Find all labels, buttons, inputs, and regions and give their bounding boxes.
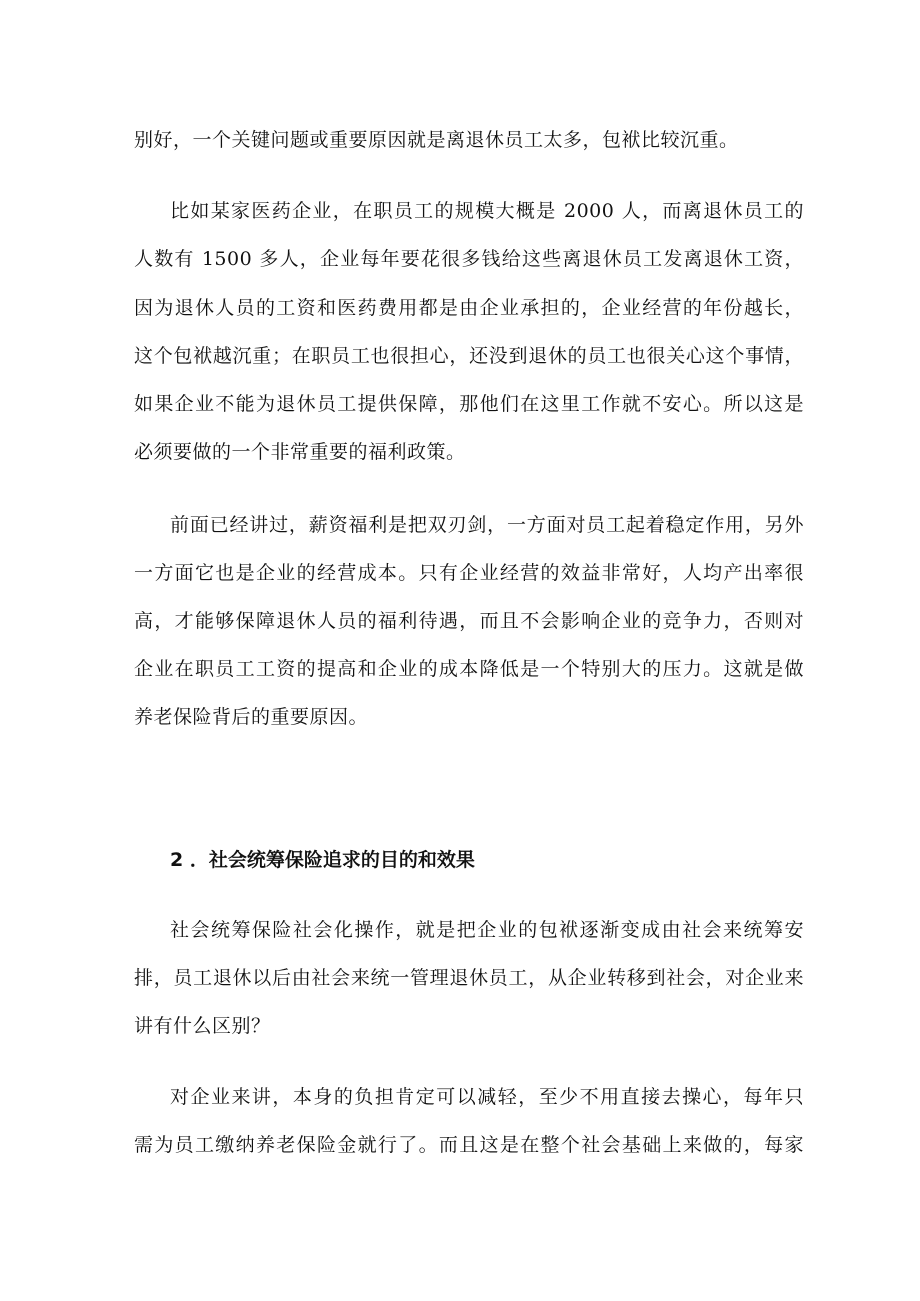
paragraph-line: 高，才能够保障退休人员的福利待遇，而且不会影响企业的竞争力，否则对 xyxy=(134,610,804,632)
paragraph-line: 对企业来讲，本身的负担肯定可以减轻，至少不用直接去操心，每年只 xyxy=(170,1086,804,1108)
paragraph-line: 讲有什么区别？ xyxy=(134,1015,271,1037)
paragraph-line: 因为退休人员的工资和医药费用都是由企业承担的，企业经营的年份越长， xyxy=(134,297,804,319)
paragraph-line: 需为员工缴纳养老保险金就行了。而且这是在整个社会基础上来做的，每家 xyxy=(134,1134,804,1156)
paragraph-line: 前面已经讲过，薪资福利是把双刃剑，一方面对员工起着稳定作用，另外 xyxy=(170,514,804,536)
paragraph-line: 这个包袱越沉重；在职员工也很担心，还没到退休的员工也很关心这个事情， xyxy=(134,345,804,367)
paragraph-line: 养老保险背后的重要原因。 xyxy=(134,706,369,728)
paragraph-line: 必须要做的一个非常重要的福利政策。 xyxy=(134,441,466,463)
section-heading: 2 ．社会统筹保险追求的目的和效果 xyxy=(170,849,475,871)
paragraph-line: 别好，一个关键问题或重要原因就是离退休员工太多，包袱比较沉重。 xyxy=(134,129,739,151)
paragraph-line: 企业在职员工工资的提高和企业的成本降低是一个特别大的压力。这就是做 xyxy=(134,658,804,680)
paragraph-line: 人数有 1500 多人，企业每年要花很多钱给这些离退休员工发离退休工资， xyxy=(134,248,804,270)
paragraph-line: 社会统筹保险社会化操作，就是把企业的包袱逐渐变成由社会来统筹安 xyxy=(170,919,804,941)
paragraph-line: 一方面它也是企业的经营成本。只有企业经营的效益非常好，人均产出率很 xyxy=(134,562,804,584)
paragraph-line: 排，员工退休以后由社会来统一管理退休员工，从企业转移到社会，对企业来 xyxy=(134,967,804,989)
paragraph-line: 比如某家医药企业，在职员工的规模大概是 2000 人，而离退休员工的 xyxy=(170,200,804,222)
paragraph-line: 如果企业不能为退休员工提供保障，那他们在这里工作就不安心。所以这是 xyxy=(134,393,804,415)
